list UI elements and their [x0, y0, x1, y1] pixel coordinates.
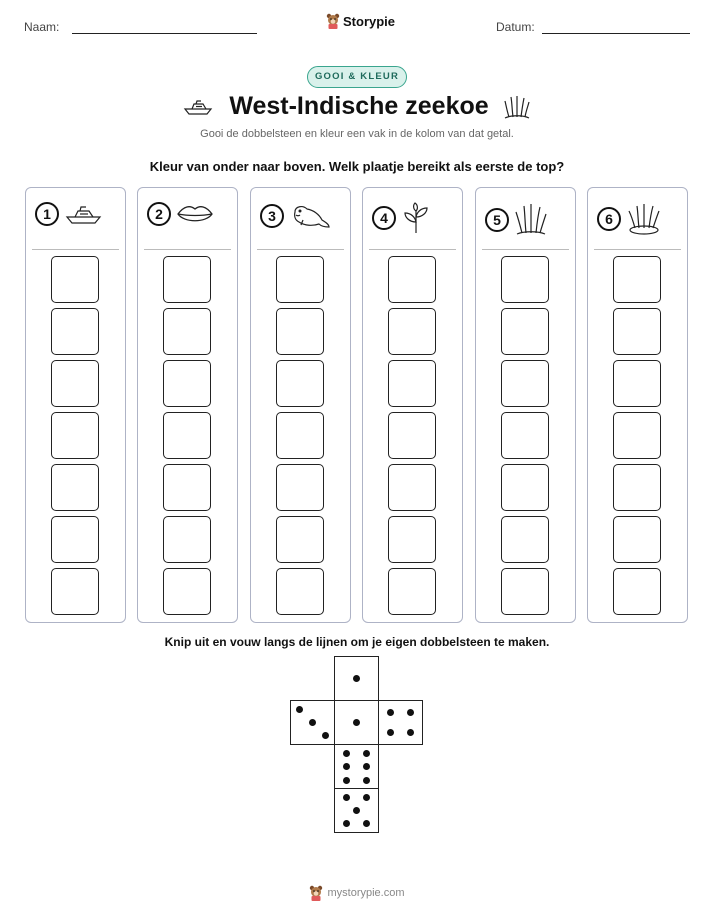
color-box[interactable]	[613, 412, 661, 459]
dice-face-4	[378, 700, 423, 745]
dice-pip	[343, 794, 350, 801]
color-box[interactable]	[51, 412, 99, 459]
column-divider	[369, 249, 456, 250]
column-divider	[257, 249, 344, 250]
activity-badge: GOOI & KLEUR	[307, 66, 407, 88]
subtitle: Gooi de dobbelsteen en kleur een vak in de kolom van dat getal.	[200, 128, 514, 140]
color-box[interactable]	[51, 516, 99, 563]
color-box[interactable]	[613, 308, 661, 355]
color-box[interactable]	[501, 464, 549, 511]
dice-pip	[322, 732, 329, 739]
column-2	[137, 187, 238, 623]
dice-face-5	[334, 788, 379, 833]
dice-pip	[353, 719, 360, 726]
color-box[interactable]	[501, 516, 549, 563]
color-box[interactable]	[276, 464, 324, 511]
color-box[interactable]	[276, 256, 324, 303]
column-number: 2	[147, 202, 171, 226]
column-divider	[32, 249, 119, 250]
footer-url[interactable]: mystorypie.com	[327, 887, 405, 899]
color-box[interactable]	[388, 360, 436, 407]
color-box[interactable]	[276, 360, 324, 407]
date-line	[542, 33, 690, 34]
column-divider	[482, 249, 569, 250]
dice-pip	[353, 807, 360, 814]
plant-icon	[401, 202, 431, 234]
color-box[interactable]	[163, 256, 211, 303]
color-box[interactable]	[501, 256, 549, 303]
color-box[interactable]	[388, 256, 436, 303]
column-number: 1	[35, 202, 59, 226]
color-box[interactable]	[388, 464, 436, 511]
brand-logo	[326, 13, 395, 29]
color-box[interactable]	[388, 568, 436, 615]
boat-icon	[183, 97, 215, 117]
dice-pip	[296, 706, 303, 713]
color-box[interactable]	[388, 412, 436, 459]
dice-pip	[387, 729, 394, 736]
color-box[interactable]	[51, 360, 99, 407]
column-divider	[594, 249, 681, 250]
column-number: 4	[372, 206, 396, 230]
color-box[interactable]	[163, 464, 211, 511]
instruction-text: Kleur van onder naar boven. Welk plaatje bereikt als eerste de top?	[149, 159, 565, 174]
color-box[interactable]	[163, 568, 211, 615]
column-header	[597, 202, 662, 236]
dice-pip	[343, 820, 350, 827]
grass-tuft-icon	[626, 202, 662, 236]
column-3	[250, 187, 351, 623]
seagrass-icon	[514, 202, 548, 238]
color-box[interactable]	[276, 412, 324, 459]
color-box[interactable]	[501, 360, 549, 407]
dice-pip	[363, 777, 370, 784]
storypie-bear-icon	[309, 885, 323, 901]
page-title: West-Indische zeekoe	[229, 92, 489, 120]
color-box[interactable]	[51, 256, 99, 303]
column-header	[260, 202, 331, 230]
lips-icon	[176, 202, 214, 226]
color-box[interactable]	[276, 516, 324, 563]
color-box[interactable]	[163, 360, 211, 407]
brand-name: Storypie	[343, 13, 396, 29]
dice-instruction: Knip uit en vouw langs de lijnen om je eigen dobbelsteen te maken.	[164, 635, 550, 649]
column-number: 5	[485, 208, 509, 232]
dice-face-6	[334, 744, 379, 789]
column-6	[587, 187, 688, 623]
dice-pip	[407, 709, 414, 716]
column-number: 3	[260, 204, 284, 228]
dice-pip	[343, 777, 350, 784]
footer	[0, 885, 714, 901]
dice-pip	[363, 820, 370, 827]
dice-face-3	[290, 700, 335, 745]
color-box[interactable]	[163, 308, 211, 355]
column-5	[475, 187, 576, 623]
column-divider	[144, 249, 231, 250]
dice-pip	[363, 763, 370, 770]
dice-pip	[353, 675, 360, 682]
color-box[interactable]	[613, 256, 661, 303]
color-box[interactable]	[388, 516, 436, 563]
color-box[interactable]	[163, 412, 211, 459]
name-line	[72, 33, 257, 34]
color-box[interactable]	[51, 568, 99, 615]
boat-icon	[64, 202, 104, 226]
dice-pip	[407, 729, 414, 736]
color-box[interactable]	[613, 360, 661, 407]
color-box[interactable]	[501, 412, 549, 459]
column-4	[362, 187, 463, 623]
dice-pip	[343, 750, 350, 757]
color-box[interactable]	[276, 308, 324, 355]
color-box[interactable]	[51, 308, 99, 355]
title-row	[0, 92, 714, 121]
color-box[interactable]	[51, 464, 99, 511]
seagrass-icon	[503, 93, 531, 121]
storypie-bear-icon	[326, 13, 340, 29]
color-box[interactable]	[613, 464, 661, 511]
color-box[interactable]	[501, 568, 549, 615]
column-header	[485, 202, 548, 238]
dice-face-1	[334, 700, 379, 745]
dice-pip	[387, 709, 394, 716]
color-box[interactable]	[613, 516, 661, 563]
color-box[interactable]	[501, 308, 549, 355]
column-number: 6	[597, 207, 621, 231]
column-header	[35, 202, 104, 226]
manatee-icon	[289, 202, 331, 230]
column-header	[372, 202, 431, 234]
name-label: Naam:	[24, 20, 60, 34]
column-1	[25, 187, 126, 623]
dice-pip	[363, 750, 370, 757]
color-box[interactable]	[163, 516, 211, 563]
color-box[interactable]	[276, 568, 324, 615]
column-header	[147, 202, 214, 226]
color-box[interactable]	[613, 568, 661, 615]
color-box[interactable]	[388, 308, 436, 355]
dice-pip	[309, 719, 316, 726]
dice-face-1	[334, 656, 379, 701]
dice-pip	[363, 794, 370, 801]
date-label: Datum:	[496, 20, 535, 34]
dice-pip	[343, 763, 350, 770]
